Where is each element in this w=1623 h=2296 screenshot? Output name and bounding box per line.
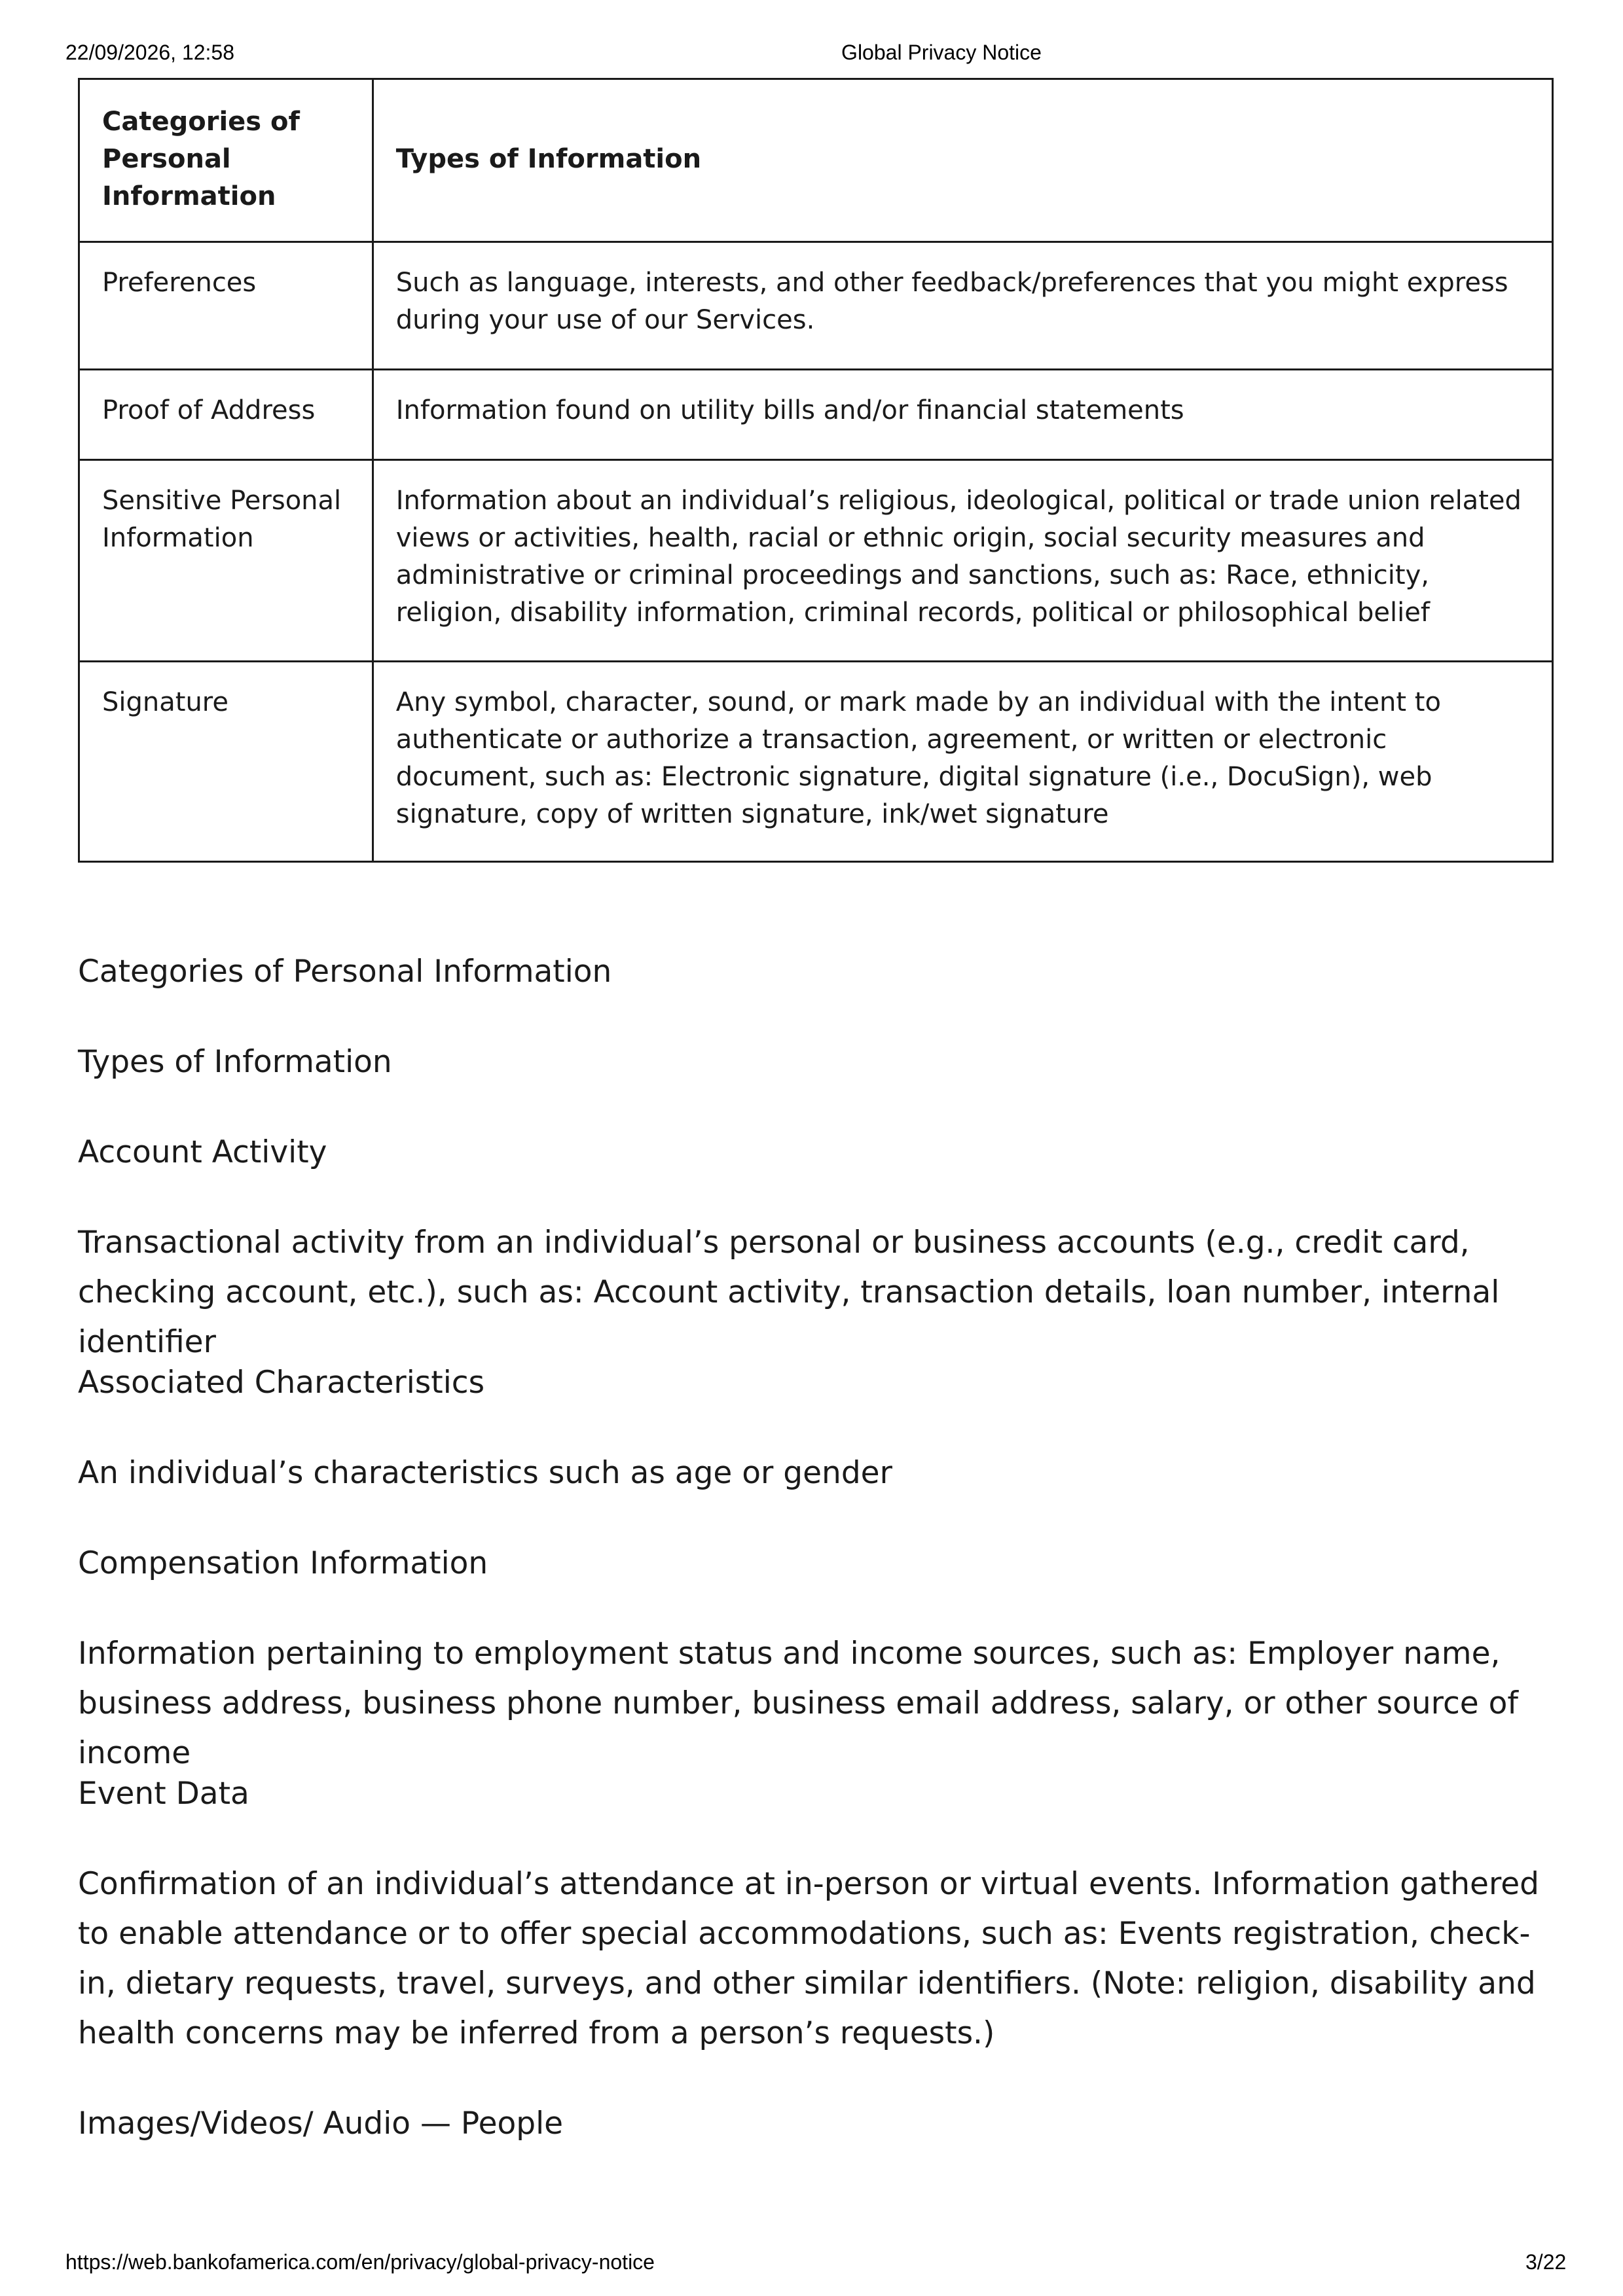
section-label-categories: Categories of Personal Information xyxy=(78,954,612,990)
category-name-event-data: Event Data xyxy=(78,1776,249,1812)
category-cell: Preferences xyxy=(79,242,373,370)
table-row xyxy=(79,242,1553,370)
print-datetime: 22/09/2026, 12:58 xyxy=(65,41,235,64)
print-url: https://web.bankofamerica.com/en/privacy/global-privacy-notice xyxy=(65,2250,655,2274)
personal-information-table xyxy=(78,78,1554,863)
table-row xyxy=(79,460,1553,662)
types-cell: Information about an individual’s religious, ideological, political or trade union related views or activities, health, racial or ethnic origin, social security measures and administrative or criminal proceedings and sanctions, such as: Race, ethnicity, religion, disability information, criminal records, political or philosophical belief xyxy=(373,460,1552,662)
table-header-row xyxy=(79,79,1553,242)
print-page-number: 3/22 xyxy=(1525,2250,1567,2274)
category-description-associated-characteristics: An individual’s characteristics such as age or gender xyxy=(78,1455,892,1491)
print-page-title: Global Privacy Notice xyxy=(841,41,1042,64)
category-name-account-activity: Account Activity xyxy=(78,1134,327,1170)
table-row xyxy=(79,662,1553,862)
column-header-categories: Categories of Personal Information xyxy=(79,79,373,242)
types-cell: Any symbol, character, sound, or mark made by an individual with the intent to authenticate or authorize a transaction, agreement, or written or electronic document, such as: Electronic signature, digital signature (i.e., DocuSign), web signature, copy of written signature, ink/wet signature xyxy=(373,662,1552,862)
types-cell: Information found on utility bills and/or financial statements xyxy=(373,370,1552,460)
category-cell: Sensitive Personal Information xyxy=(79,460,373,662)
category-name-associated-characteristics: Associated Characteristics xyxy=(78,1365,485,1401)
category-name-images-videos-audio: Images/Videos/ Audio — People xyxy=(78,2106,564,2142)
category-cell: Proof of Address xyxy=(79,370,373,460)
category-description-compensation-information: Information pertaining to employment status and income sources, such as: Employer name, business address, business phone number, business email address, salary, or other source of income xyxy=(78,1636,1518,1771)
category-name-compensation-information: Compensation Information xyxy=(78,1545,488,1581)
table-row xyxy=(79,370,1553,460)
category-description-account-activity: Transactional activity from an individual’s personal or business accounts (e.g., credit card, checking account, etc.), such as: Account activity, transaction details, loan number, internal identifier xyxy=(78,1225,1500,1360)
types-cell: Such as language, interests, and other feedback/preferences that you might express during your use of our Services. xyxy=(373,242,1552,370)
category-cell: Signature xyxy=(79,662,373,862)
category-description-event-data: Confirmation of an individual’s attendance at in-person or virtual events. Information gathered to enable attendance or to offer special accommodations, such as: Events registration, check-in, dietary requests, travel, surveys, and other similar identifiers. (Note: religion, disability and health concerns may be inferred from a person’s requests.) xyxy=(78,1866,1540,2051)
section-label-types: Types of Information xyxy=(78,1044,392,1080)
column-header-types: Types of Information xyxy=(373,79,1552,242)
